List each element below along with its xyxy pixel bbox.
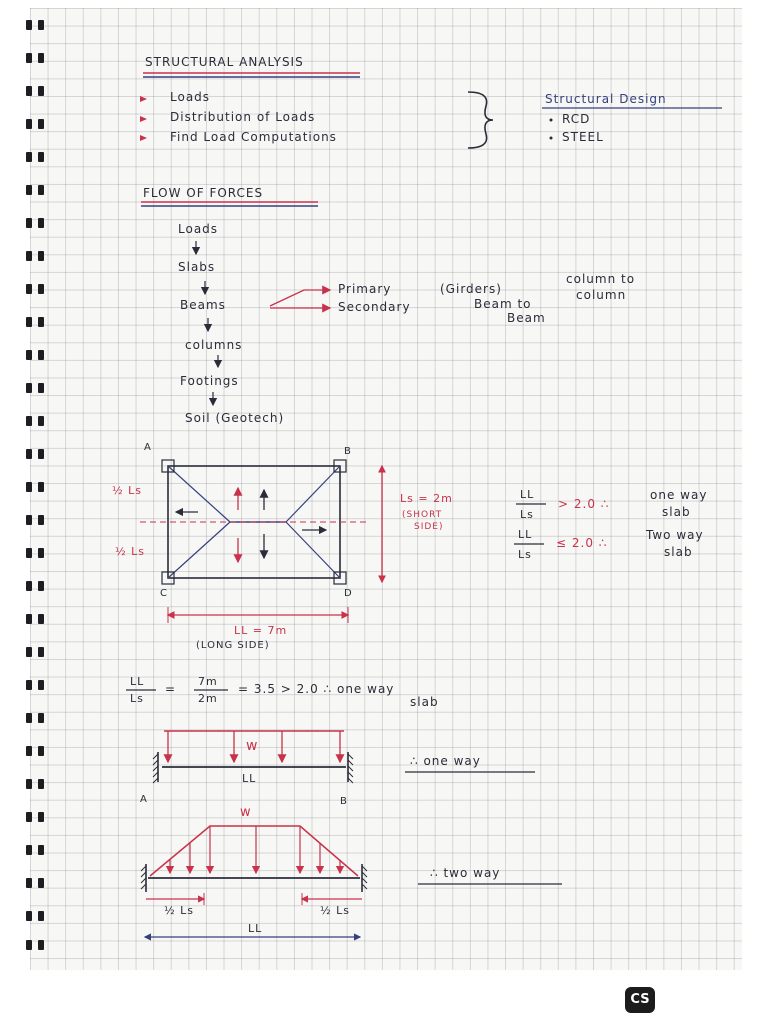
bullet-loads: Loads (170, 90, 211, 104)
short-side-label-2: SIDE) (414, 522, 444, 532)
load-w2-label: w (240, 805, 252, 820)
half-ls-left-label: ½ Ls (164, 904, 195, 917)
beam-to-beam-label-1: Beam to (474, 297, 532, 311)
bullet-distribution: Distribution of Loads (170, 110, 316, 124)
bullet-icon (140, 116, 147, 122)
flow-step-slabs: Slabs (178, 260, 216, 274)
dot-bullet (550, 119, 553, 122)
girders-label: (Girders) (440, 282, 502, 296)
cond2-result-1: Two way (646, 528, 704, 542)
branch-arrows (270, 290, 330, 308)
flow-step-soil: Soil (Geotech) (185, 411, 285, 425)
calc-frac-den: Ls (130, 692, 144, 705)
frac2-num: LL (518, 528, 533, 541)
corner-label-d: D (344, 588, 353, 599)
frac2-den: Ls (518, 548, 532, 561)
flow-step-loads: Loads (178, 222, 219, 236)
beam-ll2-label: LL (248, 922, 263, 935)
bullet-icon (140, 135, 147, 141)
beam-b-label: B (340, 796, 348, 807)
bullet-find-load: Find Load Computations (170, 130, 337, 144)
flow-step-columns: columns (185, 338, 243, 352)
calc-eq: = (165, 682, 177, 696)
flow-underline (141, 202, 318, 206)
cond2-result-2: slab (664, 545, 693, 559)
cond2-text: ≤ 2.0 ∴ (556, 536, 608, 550)
load-w-label: w (246, 738, 259, 754)
corner-label-b: B (344, 446, 352, 457)
fraction-bars (126, 504, 546, 690)
flow-title: FLOW OF FORCES (143, 186, 264, 200)
design-title: Structural Design (545, 92, 667, 106)
one-way-label: ∴ one way (410, 754, 481, 768)
half-ls-bottom-label: ½ Ls (115, 545, 146, 558)
flow-step-beams: Beams (180, 298, 226, 312)
two-way-beam-diagram (141, 826, 562, 937)
cond1-text: > 2.0 ∴ (558, 497, 610, 511)
cond1-result-2: slab (662, 505, 691, 519)
title-underline (143, 73, 360, 77)
frac1-num: LL (520, 488, 535, 501)
long-side-label: (LONG SIDE) (196, 640, 270, 651)
flow-step-footings: Footings (180, 374, 239, 388)
col-to-col-label-1: column to (566, 272, 636, 286)
calc-val-num: 7m (198, 675, 218, 688)
two-way-label: ∴ two way (430, 866, 501, 880)
secondary-label: Secondary (338, 300, 411, 314)
primary-label: Primary (338, 282, 392, 296)
calc-frac-num: LL (130, 675, 145, 688)
corner-label-c: C (160, 588, 168, 599)
calc-result: = 3.5 > 2.0 ∴ one way (238, 682, 395, 696)
half-ls-top-label: ½ Ls (112, 484, 143, 497)
ls-dimension-label: Ls = 2m (400, 492, 453, 505)
half-ls-right-label: ½ Ls (320, 904, 351, 917)
cond1-result-1: one way (650, 488, 708, 502)
beam-ll-label: LL (242, 772, 257, 785)
beam-a-label: A (140, 794, 148, 805)
bullet-icon (140, 96, 147, 102)
col-to-col-label-2: column (576, 288, 627, 302)
calc-val-den: 2m (198, 692, 218, 705)
beam-to-beam-label-2: Beam (507, 311, 546, 325)
corner-label-a: A (144, 442, 152, 453)
page-title: STRUCTURAL ANALYSIS (145, 55, 304, 69)
ll-dimension-label: LL = 7m (234, 624, 288, 637)
dot-bullet (550, 137, 553, 140)
short-side-label-1: (SHORT (402, 510, 443, 520)
camscanner-logo: CS (625, 987, 655, 1013)
design-item-steel: STEEL (562, 130, 604, 144)
design-item-rcd: RCD (562, 112, 591, 126)
calc-result-2: slab (410, 695, 439, 709)
curly-brace (468, 92, 493, 148)
frac1-den: Ls (520, 508, 534, 521)
